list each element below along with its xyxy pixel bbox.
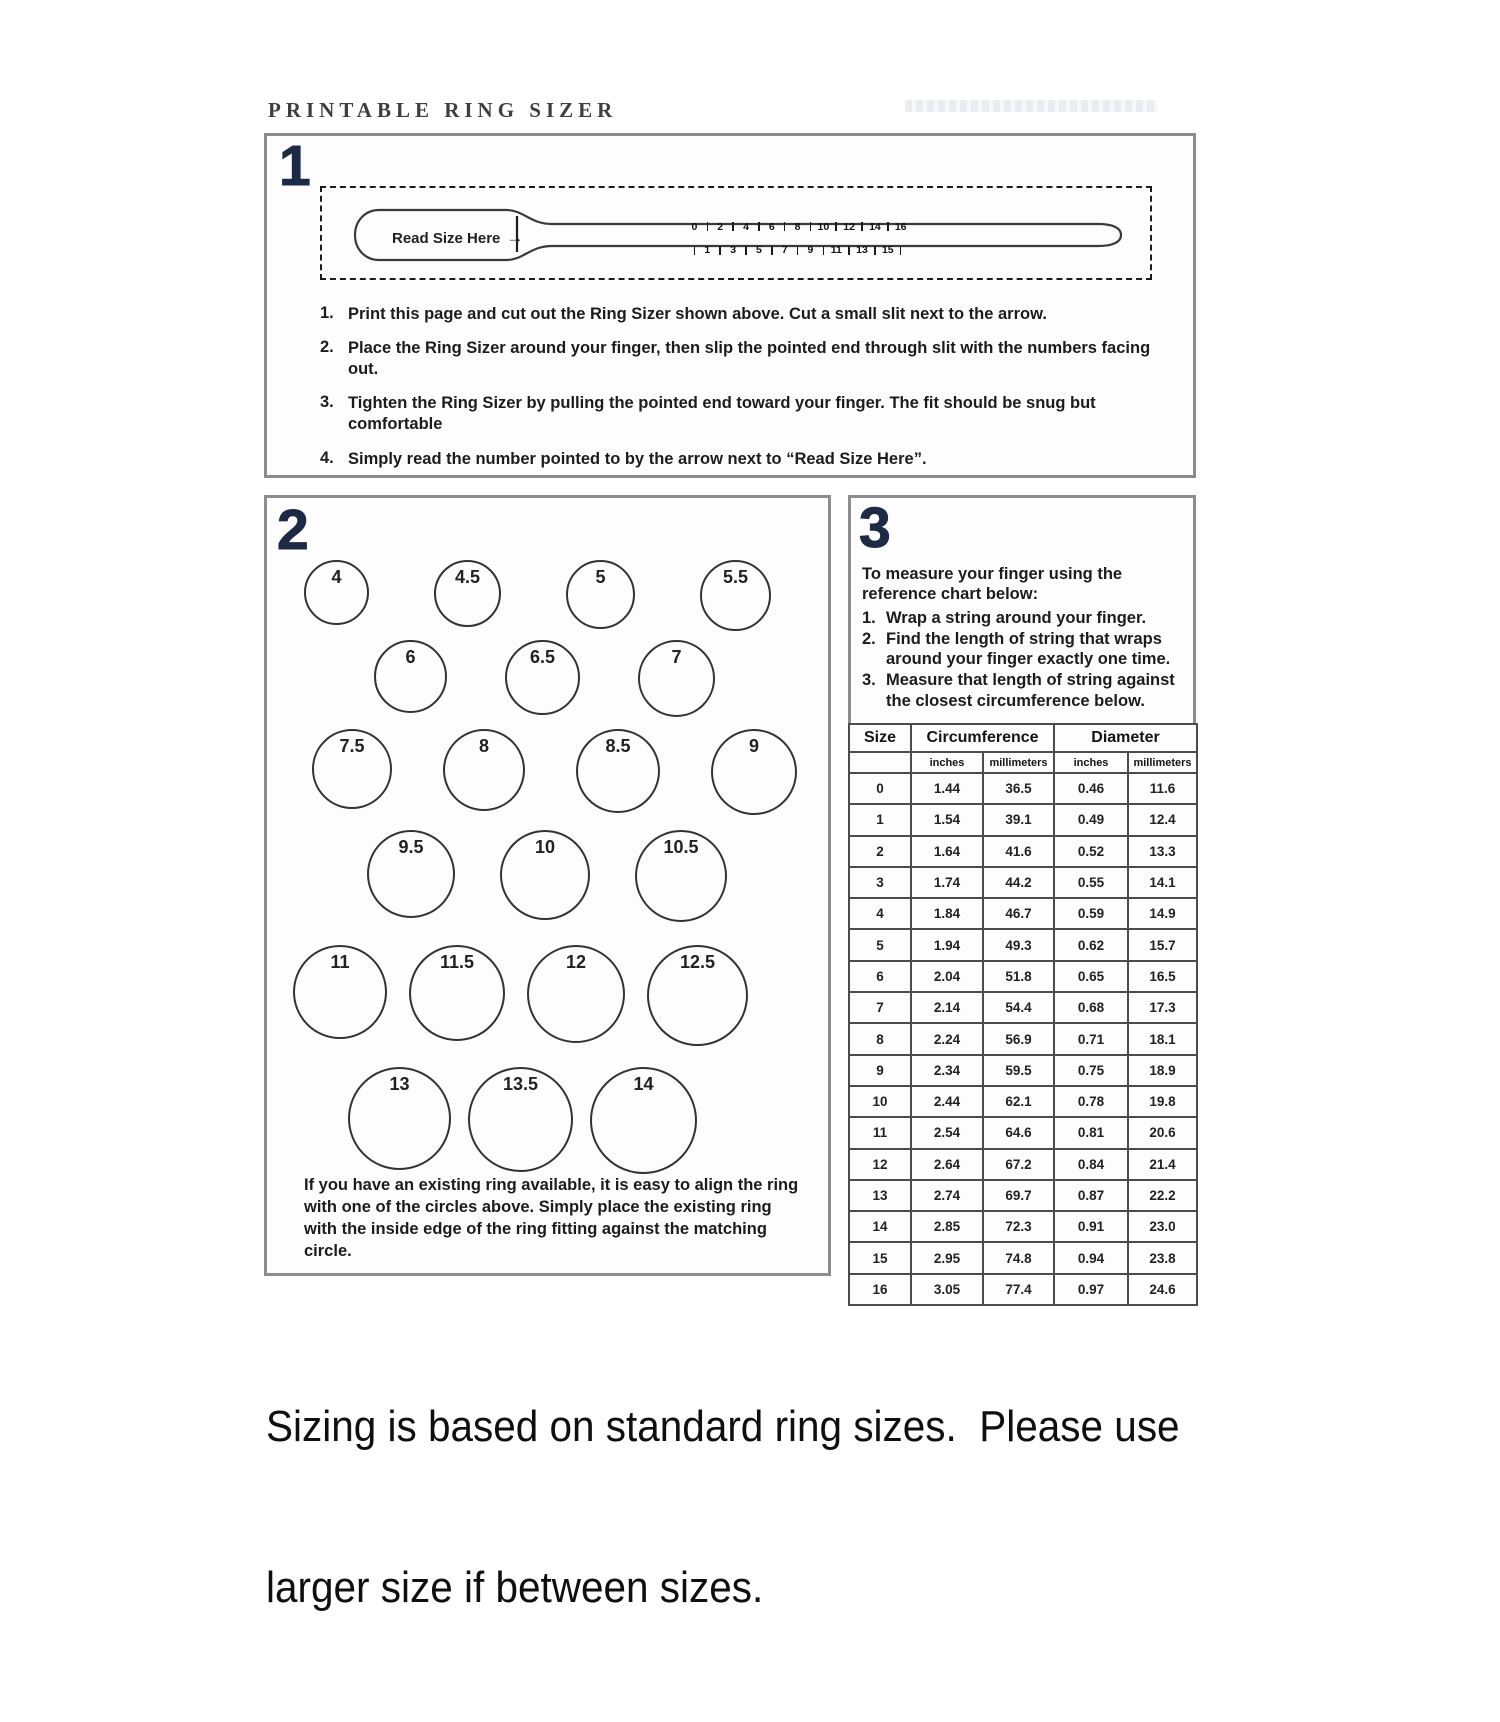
ruler-mark-15 — [881, 222, 894, 255]
section-1 — [264, 133, 1196, 478]
ruler-number: 11 — [830, 243, 842, 256]
existing-ring-note: If you have an existing ring available, it is easy to align the ring with one of the circles above. Simply place the existing ring with the inside edge of the ring fitting against the matching circle. — [304, 1176, 799, 1260]
circle-row — [367, 830, 828, 922]
ruler-mark-10 — [817, 222, 830, 255]
cell-value: 18.1 — [1128, 1023, 1197, 1054]
cell-size: 0 — [849, 773, 911, 804]
cell-size: 14 — [849, 1211, 911, 1242]
cell-value: 0.55 — [1054, 867, 1128, 898]
ring-size-label: 4 — [331, 567, 342, 587]
step-text: Wrap a string around your finger. — [886, 609, 1147, 627]
ruler-mark-2 — [714, 222, 727, 255]
cell-value: 1.44 — [911, 773, 983, 804]
circle-row — [304, 560, 828, 631]
circle-row — [312, 729, 828, 815]
step-number: 3. — [862, 671, 876, 690]
cell-value: 2.24 — [911, 1023, 983, 1054]
cell-value: 1.94 — [911, 929, 983, 960]
ring-circle-4 — [304, 560, 369, 625]
ring-circle-7.5 — [312, 729, 392, 809]
cell-value: 13.3 — [1128, 836, 1197, 867]
measure-step — [862, 629, 1186, 669]
cell-value: 0.87 — [1054, 1180, 1128, 1211]
measure-intro: To measure your finger using the reference chart below: — [862, 565, 1123, 604]
ring-circle-4.5 — [434, 560, 501, 627]
cell-value: 1.54 — [911, 804, 983, 835]
circle-row — [348, 1067, 828, 1174]
ruler-number: 15 — [881, 243, 894, 256]
cell-value: 17.3 — [1128, 992, 1197, 1023]
instructions-list — [320, 304, 1152, 483]
measure-step — [862, 608, 1186, 628]
ruler-tick — [887, 222, 889, 231]
table-row-size-2 — [849, 836, 1197, 867]
cell-value: 0.84 — [1054, 1149, 1128, 1180]
ruler-mark-3 — [727, 222, 740, 255]
ring-circle-5.5 — [700, 560, 771, 631]
cell-size: 3 — [849, 867, 911, 898]
cell-size: 16 — [849, 1274, 911, 1305]
instruction-item — [320, 338, 1152, 380]
cell-size: 11 — [849, 1117, 911, 1148]
cell-value: 62.1 — [983, 1086, 1054, 1117]
cell-value: 0.46 — [1054, 773, 1128, 804]
read-size-here-label — [392, 228, 523, 248]
cell-value: 2.14 — [911, 992, 983, 1023]
ruler-tick — [900, 246, 902, 255]
ruler-mark-0 — [688, 222, 701, 255]
cell-size: 6 — [849, 961, 911, 992]
read-size-here-text: Read Size Here — [392, 229, 501, 247]
cell-value: 69.7 — [983, 1180, 1054, 1211]
table-row-size-6 — [849, 961, 1197, 992]
column-header-diameter: Diameter — [1054, 724, 1197, 752]
ring-circle-8.5 — [576, 729, 660, 813]
cell-size: 7 — [849, 992, 911, 1023]
instruction-item — [320, 304, 1152, 325]
cell-value: 23.8 — [1128, 1242, 1197, 1273]
subheader-diameter-inches: inches — [1054, 752, 1128, 773]
footer-line-2: larger size if between sizes. — [266, 1563, 764, 1613]
ring-circle-11.5 — [409, 945, 505, 1041]
instruction-text: Print this page and cut out the Ring Sizer shown above. Cut a small slit next to the arrow. — [348, 305, 1047, 323]
cell-value: 15.7 — [1128, 929, 1197, 960]
cell-value: 44.2 — [983, 867, 1054, 898]
section-3-number: 3 — [859, 496, 891, 560]
ring-size-label: 5 — [595, 567, 606, 587]
ring-size-label: 9.5 — [398, 837, 424, 857]
table-row-size-15 — [849, 1242, 1197, 1273]
ring-circle-10 — [500, 830, 590, 920]
cell-value: 0.71 — [1054, 1023, 1128, 1054]
step-text: Measure that length of string against the closest circumference below. — [886, 671, 1175, 710]
cell-size: 1 — [849, 804, 911, 835]
cell-value: 36.5 — [983, 773, 1054, 804]
cell-value: 16.5 — [1128, 961, 1197, 992]
cell-value: 0.52 — [1054, 836, 1128, 867]
cell-size: 2 — [849, 836, 911, 867]
ring-size-label: 12 — [565, 952, 587, 972]
measure-steps — [862, 608, 1186, 712]
cell-value: 67.2 — [983, 1149, 1054, 1180]
footer-note — [266, 1293, 1180, 1722]
cell-value: 2.95 — [911, 1242, 983, 1273]
ruler-number: 8 — [794, 221, 801, 233]
ruler-tick — [848, 246, 850, 255]
cell-size: 10 — [849, 1086, 911, 1117]
cell-value: 46.7 — [983, 898, 1054, 929]
instruction-number: 4. — [320, 448, 334, 467]
cell-value: 49.3 — [983, 929, 1054, 960]
table-row-size-12 — [849, 1149, 1197, 1180]
cell-value: 0.68 — [1054, 992, 1128, 1023]
cell-value: 3.05 — [911, 1274, 983, 1305]
ring-circles-area — [267, 560, 828, 1174]
cell-value: 1.84 — [911, 898, 983, 929]
ring-size-label: 7.5 — [339, 736, 365, 756]
column-header-size: Size — [849, 724, 911, 752]
ruler-mark-4 — [740, 222, 753, 255]
ring-size-table — [848, 723, 1198, 1306]
cell-size: 13 — [849, 1180, 911, 1211]
ruler-tick — [823, 246, 825, 255]
ring-sizer-cutout — [320, 186, 1152, 280]
cell-size: 4 — [849, 898, 911, 929]
ring-size-label: 13.5 — [502, 1074, 539, 1094]
instruction-item — [320, 393, 1152, 435]
table-row-size-4 — [849, 898, 1197, 929]
cell-value: 2.85 — [911, 1211, 983, 1242]
cell-value: 2.74 — [911, 1180, 983, 1211]
cell-size: 8 — [849, 1023, 911, 1054]
step-number: 1. — [862, 609, 876, 627]
ring-circle-5 — [566, 560, 635, 629]
cell-value: 0.75 — [1054, 1055, 1128, 1086]
faint-watermark — [905, 100, 1157, 112]
ring-circle-9.5 — [367, 830, 455, 918]
cell-value: 0.94 — [1054, 1242, 1128, 1273]
circle-row — [293, 945, 828, 1046]
cell-value: 20.6 — [1128, 1117, 1197, 1148]
ruler-number: 14 — [869, 221, 881, 233]
ruler-number: 6 — [768, 221, 775, 233]
cell-value: 72.3 — [983, 1211, 1054, 1242]
section-2-number: 2 — [277, 498, 309, 562]
subheader-blank — [849, 752, 911, 773]
ring-circle-6 — [374, 640, 447, 713]
subheader-circumference-inches: inches — [911, 752, 983, 773]
ruler-tick — [719, 246, 721, 255]
ruler-tick — [835, 222, 837, 231]
table-row-size-1 — [849, 804, 1197, 835]
cell-size: 9 — [849, 1055, 911, 1086]
ruler-number: 0 — [691, 221, 698, 233]
section-1-number: 1 — [279, 134, 311, 198]
cell-value: 0.65 — [1054, 961, 1128, 992]
size-ruler — [688, 222, 908, 255]
ruler-number: 3 — [730, 243, 737, 256]
ring-circle-12 — [527, 945, 625, 1043]
cell-value: 59.5 — [983, 1055, 1054, 1086]
cell-value: 0.91 — [1054, 1211, 1128, 1242]
table-row-size-7 — [849, 992, 1197, 1023]
instruction-text: Place the Ring Sizer around your finger, then slip the pointed end through slit with the numbers facing out. — [348, 339, 1151, 379]
ruler-mark-14 — [868, 222, 881, 255]
table-row-size-8 — [849, 1023, 1197, 1054]
ruler-mark-8 — [791, 222, 804, 255]
cell-value: 1.64 — [911, 836, 983, 867]
subheader-diameter-millimeters: millimeters — [1128, 752, 1197, 773]
instruction-text: Tighten the Ring Sizer by pulling the pointed end toward your finger. The fit should be snug but comfortable — [348, 394, 1096, 434]
cell-value: 0.49 — [1054, 804, 1128, 835]
cell-value: 2.34 — [911, 1055, 983, 1086]
ruler-mark-6 — [765, 222, 778, 255]
ruler-tick — [707, 222, 709, 231]
cell-value: 22.2 — [1128, 1180, 1197, 1211]
section-3 — [848, 495, 1196, 1297]
ring-size-label: 9 — [748, 736, 759, 756]
ring-size-label: 6.5 — [529, 647, 556, 667]
cell-value: 51.8 — [983, 961, 1054, 992]
footer-line-1: Sizing is based on standard ring sizes. Please use — [266, 1402, 1180, 1452]
ring-circle-11 — [293, 945, 387, 1039]
measure-step — [862, 670, 1186, 710]
ring-circle-9 — [711, 729, 797, 815]
ring-size-label: 10.5 — [663, 837, 699, 857]
cell-size: 15 — [849, 1242, 911, 1273]
cell-value: 18.9 — [1128, 1055, 1197, 1086]
ruler-number: 16 — [894, 221, 907, 233]
table-row-size-13 — [849, 1180, 1197, 1211]
ruler-mark-9 — [804, 222, 817, 255]
ring-size-label: 12.5 — [679, 952, 716, 972]
cell-value: 11.6 — [1128, 773, 1197, 804]
cell-value: 1.74 — [911, 867, 983, 898]
ruler-mark-5 — [752, 222, 765, 255]
ring-circle-14 — [590, 1067, 697, 1174]
ring-size-label: 10 — [534, 837, 556, 857]
instruction-number: 3. — [320, 393, 334, 412]
ruler-number: 4 — [743, 221, 749, 233]
cell-value: 0.62 — [1054, 929, 1128, 960]
cell-value: 12.4 — [1128, 804, 1197, 835]
circle-row — [374, 640, 828, 717]
section-2 — [264, 495, 831, 1276]
ruler-mark-1 — [701, 222, 714, 255]
ruler-tick — [745, 246, 747, 255]
ring-size-label: 11.5 — [439, 952, 475, 972]
ruler-tick — [771, 246, 773, 255]
arrow-icon: → — [506, 228, 524, 247]
cell-value: 0.97 — [1054, 1274, 1128, 1305]
ruler-tick — [810, 222, 812, 231]
cell-value: 0.59 — [1054, 898, 1128, 929]
ring-size-label: 4.5 — [454, 567, 481, 587]
ring-size-label: 5.5 — [722, 567, 749, 587]
cell-size: 12 — [849, 1149, 911, 1180]
ring-size-label: 13 — [389, 1074, 410, 1094]
ring-circle-7 — [638, 640, 715, 717]
table-row-size-14 — [849, 1211, 1197, 1242]
ring-size-label: 11 — [330, 952, 350, 972]
ring-size-label: 14 — [633, 1074, 654, 1094]
cell-value: 64.6 — [983, 1117, 1054, 1148]
cell-value: 2.54 — [911, 1117, 983, 1148]
ruler-tick — [732, 222, 734, 231]
table-row-size-11 — [849, 1117, 1197, 1148]
cell-value: 0.78 — [1054, 1086, 1128, 1117]
ruler-number: 10 — [817, 221, 830, 233]
instruction-text: Simply read the number pointed to by the arrow next to “Read Size Here”. — [348, 449, 927, 468]
cell-value: 19.8 — [1128, 1086, 1197, 1117]
ring-size-label: 7 — [671, 647, 682, 667]
ring-size-label: 6 — [405, 647, 416, 667]
ruler-mark-7 — [778, 222, 791, 255]
ruler-mark-16 — [894, 222, 907, 255]
ruler-tick — [861, 222, 863, 231]
ring-circle-10.5 — [635, 830, 727, 922]
ruler-number: 12 — [843, 221, 855, 233]
table-row-size-10 — [849, 1086, 1197, 1117]
cell-value: 77.4 — [983, 1274, 1054, 1305]
table-row-size-5 — [849, 929, 1197, 960]
ruler-number: 9 — [807, 243, 814, 256]
instruction-number: 2. — [320, 338, 334, 357]
cell-value: 2.04 — [911, 961, 983, 992]
ruler-tick — [797, 246, 799, 255]
cell-value: 54.4 — [983, 992, 1054, 1023]
ruler-number: 7 — [781, 243, 788, 256]
ruler-number: 1 — [704, 243, 711, 256]
ring-circle-13.5 — [468, 1067, 573, 1172]
ring-circle-13 — [348, 1067, 451, 1170]
cell-value: 0.81 — [1054, 1117, 1128, 1148]
ruler-tick — [694, 246, 696, 255]
cell-value: 2.64 — [911, 1149, 983, 1180]
cell-value: 21.4 — [1128, 1149, 1197, 1180]
ring-circle-12.5 — [647, 945, 748, 1046]
ring-circle-6.5 — [505, 640, 580, 715]
ruler-number: 13 — [856, 243, 868, 256]
cell-value: 56.9 — [983, 1023, 1054, 1054]
step-number: 2. — [862, 630, 876, 649]
instruction-item — [320, 449, 1152, 470]
subheader-circumference-millimeters: millimeters — [983, 752, 1054, 773]
cell-size: 5 — [849, 929, 911, 960]
cell-value: 39.1 — [983, 804, 1054, 835]
column-header-circumference: Circumference — [911, 724, 1054, 752]
cell-value: 74.8 — [983, 1242, 1054, 1273]
cell-value: 41.6 — [983, 836, 1054, 867]
cell-value: 2.44 — [911, 1086, 983, 1117]
page-title: PRINTABLE RING SIZER — [268, 98, 618, 122]
ruler-tick — [758, 222, 760, 231]
ruler-number: 5 — [755, 243, 762, 256]
ruler-mark-13 — [856, 222, 869, 255]
ring-circle-8 — [443, 729, 525, 811]
ruler-mark-11 — [830, 222, 843, 255]
cell-value: 14.1 — [1128, 867, 1197, 898]
cell-value: 24.6 — [1128, 1274, 1197, 1305]
ring-size-label: 8 — [478, 736, 489, 756]
ruler-tick — [784, 222, 786, 231]
table-row-size-0 — [849, 773, 1197, 804]
cell-value: 23.0 — [1128, 1211, 1197, 1242]
ruler-mark-12 — [843, 222, 856, 255]
ring-size-label: 8.5 — [605, 736, 631, 756]
cell-value: 14.9 — [1128, 898, 1197, 929]
table-row-size-3 — [849, 867, 1197, 898]
ruler-number: 2 — [717, 221, 724, 233]
step-text: Find the length of string that wraps around your finger exactly one time. — [886, 630, 1171, 669]
table-row-size-9 — [849, 1055, 1197, 1086]
instruction-number: 1. — [320, 304, 334, 322]
ruler-tick — [874, 246, 876, 255]
